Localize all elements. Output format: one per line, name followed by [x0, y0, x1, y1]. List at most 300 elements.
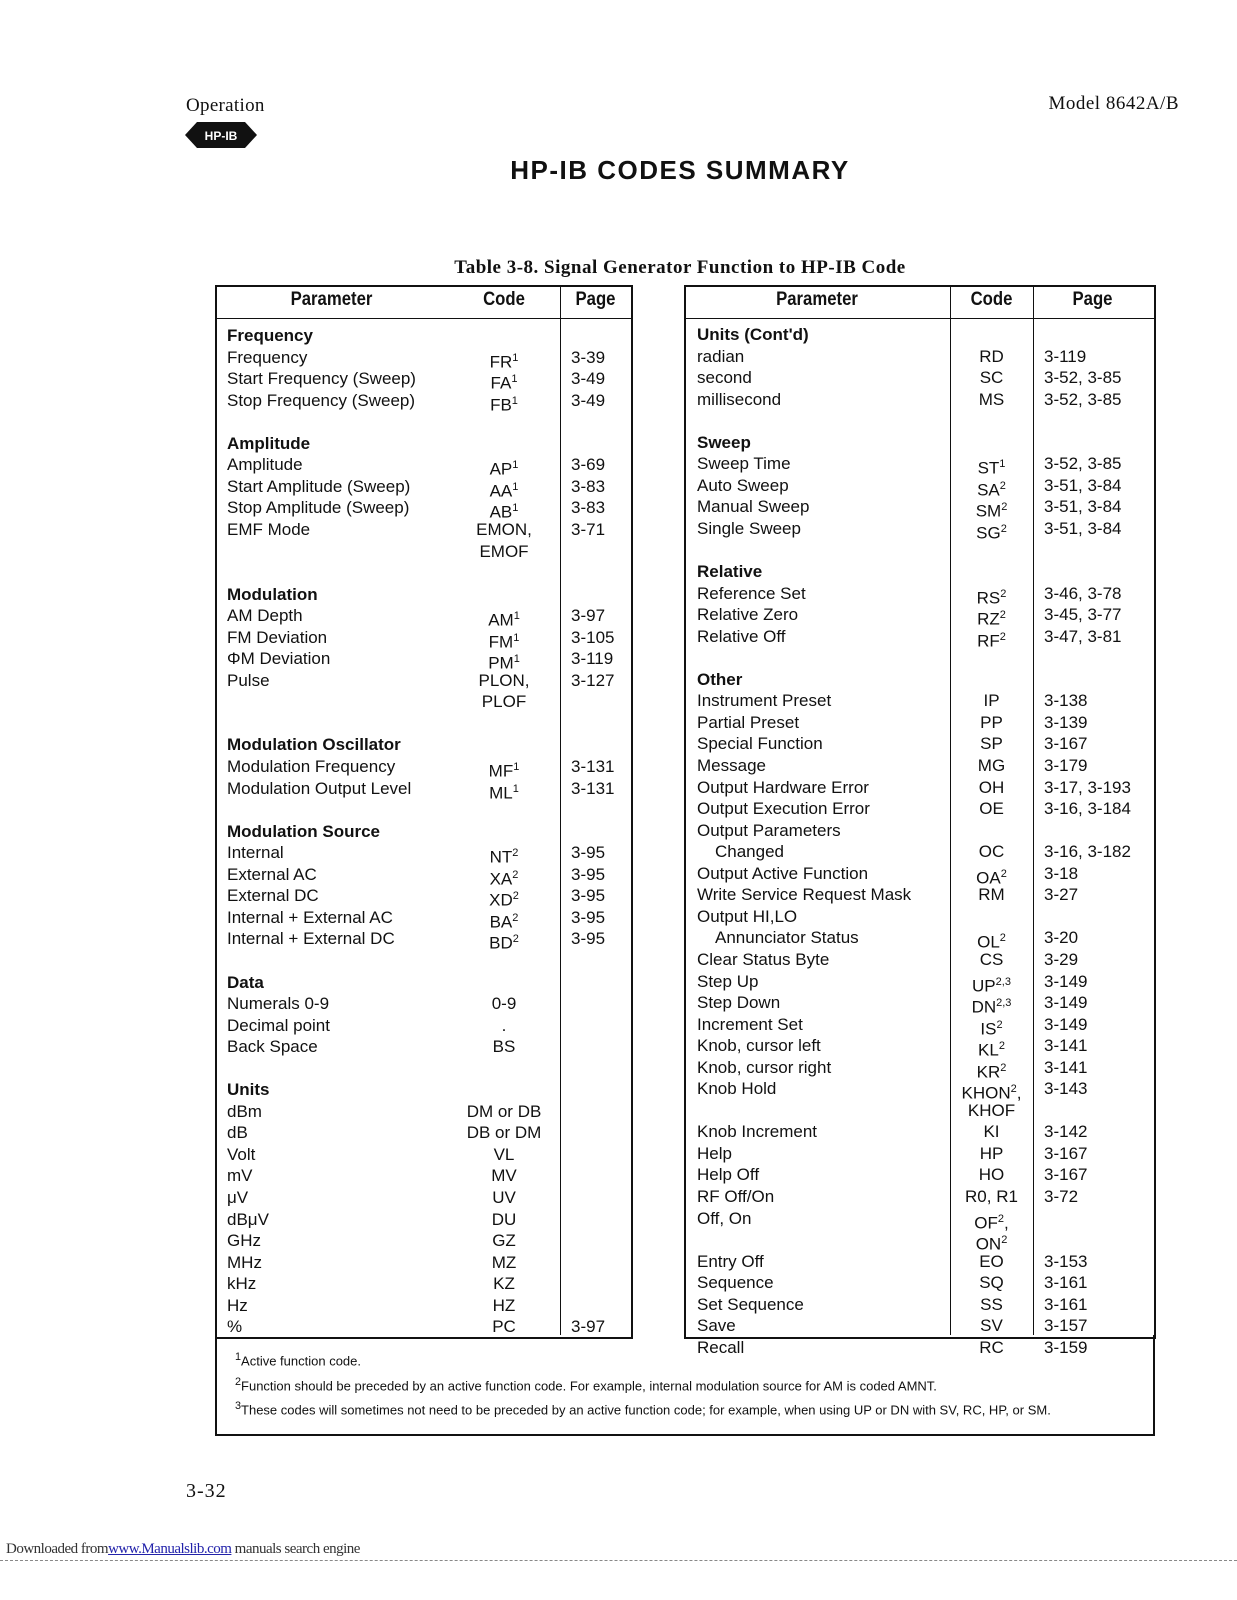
- parameter-cell: Sequence: [697, 1273, 774, 1293]
- footnote-ref: 2: [1010, 1083, 1017, 1096]
- parameter-cell: Back Space: [227, 1037, 318, 1057]
- page-cell: 3-105: [571, 627, 615, 647]
- code-cell: [950, 733, 1033, 755]
- page-cell: 3-141: [1044, 1036, 1088, 1056]
- parameter-cell: Write Service Request Mask: [697, 885, 912, 905]
- footnote-ref: 1: [512, 351, 519, 364]
- code-cell: [950, 1186, 1033, 1208]
- parameter-cell: μV: [227, 1188, 249, 1207]
- page-cell: 3-95: [571, 864, 606, 884]
- footnote-3: [235, 1398, 1140, 1418]
- footnote-ref: 1: [513, 631, 520, 644]
- parameter-cell: EMF Mode: [227, 519, 311, 539]
- section-label: Operation: [186, 95, 265, 116]
- parameter-cell: Output HI,LO: [697, 906, 798, 926]
- code-cell: [950, 1272, 1033, 1294]
- footnote-ref: 2: [1000, 587, 1007, 600]
- code-text: ML: [489, 783, 513, 803]
- parameter-cell: Instrument Preset: [697, 691, 832, 711]
- footer-suffix: manuals search engine: [231, 1541, 360, 1557]
- parameter-cell: %: [227, 1317, 243, 1337]
- footnote-ref: 1: [512, 480, 519, 493]
- code-text: VL: [493, 1144, 515, 1164]
- code-text: HP: [979, 1143, 1004, 1163]
- footnote-marker: 3: [235, 1400, 242, 1412]
- code-text: EO: [979, 1251, 1004, 1271]
- page-cell: 3-27: [1044, 885, 1079, 905]
- table-row: [215, 1272, 1155, 1294]
- parameter-cell: Recall: [697, 1337, 745, 1357]
- footnote-ref: 2: [999, 932, 1006, 945]
- page-cell: 3-167: [1044, 734, 1088, 754]
- right-col-parameter: Parameter: [776, 289, 858, 310]
- page-cell: 3-149: [1044, 1014, 1088, 1034]
- table-row: [215, 367, 1155, 389]
- code-text: BA: [489, 912, 513, 932]
- page-cell: 3-51, 3-84: [1044, 475, 1122, 495]
- page-cell: 3-47, 3-81: [1044, 626, 1122, 646]
- page-cell: 3-179: [1044, 756, 1088, 775]
- table-row: [215, 1143, 1155, 1165]
- page-cell: 3-69: [571, 455, 606, 475]
- code-cell: [950, 841, 1033, 863]
- parameter-cell: Knob Hold: [697, 1079, 777, 1099]
- parameter-cell: Numerals 0-9: [227, 994, 330, 1014]
- page-title: HP-IB CODES SUMMARY: [510, 155, 850, 185]
- code-text: SG: [976, 523, 1001, 543]
- table-row: [215, 583, 1155, 608]
- footnote-ref: 1: [999, 458, 1006, 471]
- manualslib-link[interactable]: www.Manualslib.com: [108, 1541, 232, 1557]
- section-heading: Modulation Source: [227, 821, 380, 841]
- code-text: 0-9: [491, 994, 517, 1014]
- parameter-cell: kHz: [227, 1274, 257, 1294]
- parameter-cell: Start Amplitude (Sweep): [227, 476, 411, 496]
- footnote-ref: 1: [513, 610, 520, 623]
- page-cell: 3-29: [1044, 949, 1079, 969]
- page-cell: 3-95: [571, 886, 606, 906]
- right-col-code: Code: [970, 289, 1013, 310]
- parameter-cell: Volt: [227, 1144, 256, 1164]
- parameter-cell: millisecond: [697, 389, 782, 409]
- code-text: FM: [488, 632, 514, 652]
- parameter-cell: Save: [697, 1316, 736, 1336]
- code-cell: [950, 949, 1033, 971]
- parameter-cell: Internal + External AC: [227, 907, 393, 927]
- table-row: [215, 690, 1155, 712]
- page-cell: 3-127: [571, 670, 615, 690]
- parameter-cell: Annunciator Status: [715, 928, 859, 948]
- page-cell: 3-149: [1044, 993, 1088, 1013]
- code-text: IS: [980, 1019, 997, 1039]
- code-cell: [950, 367, 1033, 389]
- table-row: [215, 1186, 1155, 1208]
- table-row: [215, 496, 1155, 522]
- table-row: [215, 1229, 1155, 1254]
- code-text: RM: [978, 885, 1005, 905]
- code-cell: [950, 1315, 1033, 1337]
- code-text: RC: [979, 1337, 1004, 1357]
- code-text: OF: [974, 1213, 998, 1233]
- footnote-text: These codes will sometimes not need to be preceded by an active function code; for example, when using UP or DN with SV, RC, HP, or SM.: [241, 1402, 1051, 1418]
- code-text: ON: [975, 1234, 1002, 1254]
- code-text: RZ: [977, 609, 1000, 629]
- table-row: [215, 1315, 1155, 1337]
- page-cell: 3-83: [571, 498, 606, 518]
- code-text: XA: [489, 869, 513, 889]
- table-row: [215, 884, 1155, 906]
- code-text: SM: [975, 502, 1002, 522]
- page-cell: 3-97: [571, 606, 606, 626]
- parameter-cell: Amplitude: [227, 455, 303, 475]
- code-text: FA: [490, 373, 512, 393]
- page-cell: 3-119: [571, 649, 614, 669]
- code-text: IP: [983, 691, 1000, 711]
- page-cell: 3-71: [571, 519, 606, 539]
- section-heading-row: [215, 669, 1155, 691]
- parameter-cell: mV: [227, 1166, 253, 1186]
- code-text: OH: [978, 777, 1005, 797]
- code-text: XD: [489, 890, 513, 910]
- page-cell: 3-131: [571, 757, 615, 776]
- footnote-ref: 2: [999, 630, 1006, 643]
- page-cell: 3-49: [571, 369, 606, 389]
- table-row: [215, 927, 1155, 953]
- code-text: PLON,: [478, 670, 530, 690]
- footer-divider: [0, 1560, 1237, 1561]
- footnote-ref: 2: [998, 1040, 1005, 1053]
- code-cell: [950, 884, 1033, 906]
- parameter-cell: Sweep Time: [697, 454, 791, 474]
- page-cell: 3-83: [571, 476, 606, 496]
- page-cell: 3-159: [1044, 1337, 1088, 1357]
- table-row: [215, 1208, 1155, 1233]
- code-text: SA: [977, 480, 1000, 500]
- table-row: [215, 453, 1155, 478]
- code-cell: [950, 690, 1033, 712]
- codes-table: [215, 285, 1155, 1438]
- page-cell: 3-139: [1044, 712, 1088, 732]
- footnote-ref: 2: [512, 890, 519, 903]
- page-cell: 3-97: [571, 1317, 606, 1337]
- section-heading: Relative: [697, 562, 763, 582]
- code-text: KI: [983, 1122, 1000, 1142]
- parameter-cell: Knob Increment: [697, 1122, 818, 1142]
- code-cell: [950, 1143, 1033, 1165]
- code-text: OC: [978, 842, 1005, 862]
- table-row: [215, 475, 1155, 500]
- table-row: [215, 604, 1155, 629]
- parameter-cell: External DC: [227, 886, 319, 906]
- parameter-cell: Output Execution Error: [697, 799, 870, 819]
- code-cell: [950, 346, 1033, 368]
- parameter-cell: Relative Off: [697, 626, 786, 646]
- section-heading: Units: [227, 1080, 270, 1100]
- code-text: SP: [980, 734, 1003, 754]
- page-number: 3-32: [186, 1480, 227, 1502]
- parameter-cell: AM Depth: [227, 606, 303, 626]
- code-cell: [950, 777, 1033, 799]
- footnote-ref: 2: [1000, 522, 1007, 535]
- parameter-cell: Reference Set: [697, 583, 806, 603]
- footnote-2: [235, 1374, 1140, 1394]
- page-cell: 3-49: [571, 390, 606, 410]
- footnote-ref: 2,3: [996, 997, 1012, 1010]
- left-col-parameter: Parameter: [290, 289, 373, 310]
- parameter-cell: RF Off/On: [697, 1187, 775, 1206]
- parameter-cell: Internal + External DC: [227, 929, 395, 949]
- code-text: OL: [977, 933, 1000, 953]
- footnote-ref: 2: [512, 868, 519, 881]
- page-cell: 3-143: [1044, 1079, 1088, 1099]
- code-text: KL: [978, 1040, 999, 1060]
- page-cell: 3-153: [1044, 1251, 1088, 1271]
- code-text: DU: [491, 1209, 517, 1229]
- code-text: UP: [972, 976, 996, 996]
- parameter-cell: Changed: [715, 842, 785, 862]
- footnote-ref: 2: [1001, 501, 1008, 514]
- parameter-cell: dB: [227, 1123, 248, 1143]
- code-text: KR: [976, 1062, 1001, 1082]
- parameter-cell: Stop Frequency (Sweep): [227, 390, 416, 410]
- code-text: MS: [978, 389, 1005, 409]
- parameter-cell: Output Hardware Error: [697, 777, 869, 797]
- parameter-cell: radian: [697, 346, 745, 366]
- page-cell: 3-16, 3-182: [1044, 842, 1131, 862]
- code-cell: [950, 712, 1033, 734]
- code-text: MV: [491, 1166, 517, 1186]
- table-row: [215, 820, 1155, 842]
- section-heading-row: [215, 561, 1155, 583]
- code-text: HZ: [492, 1295, 516, 1315]
- table-row: [215, 755, 1155, 777]
- code-text: RS: [976, 588, 1001, 608]
- section-heading: Modulation: [227, 584, 318, 604]
- footnote-ref: 1: [512, 459, 519, 472]
- code-text: DM or DB: [466, 1101, 542, 1121]
- parameter-cell: Decimal point: [227, 1015, 330, 1035]
- code-text: SV: [980, 1316, 1003, 1336]
- section-heading-row: [215, 324, 1155, 346]
- code-text: AB: [489, 503, 513, 523]
- page-cell: 3-167: [1044, 1143, 1088, 1163]
- section-heading: Other: [697, 669, 743, 689]
- code-text: AA: [489, 481, 513, 501]
- parameter-cell: Pulse: [227, 670, 270, 690]
- footnote-ref: 2: [512, 847, 519, 860]
- table-row: [215, 1121, 1155, 1143]
- section-heading: Data: [227, 972, 264, 992]
- code-text: PC: [492, 1317, 516, 1337]
- table-row: [215, 410, 1155, 432]
- page-cell: 3-51, 3-84: [1044, 497, 1122, 517]
- table-row: [215, 1164, 1155, 1186]
- parameter-cell: Special Function: [697, 734, 823, 754]
- parameter-cell: dBm: [227, 1101, 262, 1121]
- footnote-ref: 2: [1001, 1234, 1008, 1247]
- parameter-cell: MHz: [227, 1252, 262, 1272]
- parameter-cell: second: [697, 368, 752, 388]
- code-text: SS: [980, 1294, 1003, 1314]
- parameter-cell: Step Up: [697, 971, 759, 991]
- left-col-code: Code: [483, 289, 525, 310]
- code-cell: [950, 389, 1033, 411]
- parameter-cell: Knob, cursor right: [697, 1057, 832, 1077]
- section-heading: Amplitude: [227, 433, 311, 453]
- page-cell: 3-51, 3-84: [1044, 518, 1122, 538]
- page-cell: 3-52, 3-85: [1044, 389, 1122, 409]
- page-cell: 3-138: [1044, 691, 1088, 711]
- right-header-rule: [684, 318, 1154, 319]
- parameter-cell: Partial Preset: [697, 712, 800, 732]
- code-text: HO: [978, 1165, 1005, 1185]
- parameter-cell: Help Off: [697, 1165, 760, 1185]
- footnote-ref: 1: [513, 653, 520, 666]
- parameter-cell: Hz: [227, 1295, 248, 1315]
- table-row: [215, 906, 1155, 928]
- code-cell: [950, 1251, 1033, 1273]
- code-suffix: ,: [1016, 1083, 1022, 1103]
- code-text: .: [501, 1015, 507, 1035]
- code-text: GZ: [492, 1231, 516, 1251]
- footnote-ref: 2: [999, 609, 1006, 622]
- page-cell: 3-131: [571, 778, 615, 798]
- code-text: FR: [489, 352, 513, 372]
- table-row: [215, 389, 1155, 411]
- parameter-cell: Modulation Output Level: [227, 778, 412, 798]
- parameter-cell: Increment Set: [697, 1014, 803, 1034]
- page-cell: 3-161: [1044, 1273, 1088, 1293]
- section-heading: Units (Cont'd): [697, 325, 809, 344]
- code-text: RF: [977, 631, 1000, 651]
- code-text: ST: [977, 458, 1000, 478]
- table-row: [215, 647, 1155, 669]
- table-row: [215, 863, 1155, 888]
- parameter-cell: FM Deviation: [227, 627, 328, 647]
- code-text: CS: [979, 949, 1004, 969]
- code-text: PM: [488, 653, 514, 673]
- code-text: KHOF: [967, 1100, 1016, 1120]
- footnote-ref: 2: [512, 933, 519, 946]
- left-col-page: Page: [575, 289, 616, 310]
- model-label: Model 8642A/B: [1048, 93, 1179, 114]
- hpib-badge-text: HP-IB: [204, 129, 238, 143]
- page-cell: 3-16, 3-184: [1044, 799, 1131, 819]
- table-row: [215, 992, 1155, 1017]
- parameter-cell: Output Parameters: [697, 820, 841, 840]
- footnote-marker: 2: [235, 1376, 242, 1388]
- footnote-ref: 1: [513, 761, 520, 773]
- code-text: OE: [979, 799, 1004, 819]
- code-text: NT: [489, 847, 513, 867]
- section-heading: Frequency: [227, 326, 313, 345]
- parameter-cell: Auto Sweep: [697, 475, 789, 495]
- footnote-ref: 2: [996, 1018, 1003, 1031]
- table-row: [215, 346, 1155, 368]
- code-text: AM: [488, 610, 514, 630]
- page-cell: 3-142: [1044, 1122, 1088, 1142]
- page-cell: 3-95: [571, 907, 606, 927]
- footnote-ref: 2: [512, 911, 519, 924]
- page-cell: 3-141: [1044, 1057, 1088, 1077]
- footnote-ref: 2,3: [995, 975, 1011, 988]
- parameter-cell: dBμV: [227, 1209, 269, 1229]
- table-row: [215, 1100, 1155, 1122]
- parameter-cell: Relative Zero: [697, 605, 799, 625]
- table-row: [215, 798, 1155, 820]
- code-text: RD: [979, 346, 1004, 366]
- footnote-ref: 2: [999, 479, 1006, 492]
- parameter-cell: Frequency: [227, 347, 308, 367]
- table-row: [215, 1035, 1155, 1060]
- footnote-ref: 2: [1000, 1061, 1007, 1074]
- page-cell: 3-149: [1044, 971, 1088, 991]
- table-row: [215, 971, 1155, 996]
- code-text: EMOF: [479, 541, 529, 561]
- code-text: OA: [976, 868, 1001, 888]
- parameter-cell: Manual Sweep: [697, 497, 810, 517]
- parameter-cell: Output Active Function: [697, 863, 869, 883]
- parameter-cell: Set Sequence: [697, 1294, 804, 1314]
- code-text: MZ: [491, 1252, 517, 1272]
- section-heading-row: [215, 432, 1155, 454]
- code-text: KHON: [961, 1083, 1011, 1103]
- code-cell: [950, 1164, 1033, 1186]
- code-text: EMON,: [476, 519, 532, 539]
- parameter-cell: Help: [697, 1143, 732, 1163]
- code-text: PP: [980, 712, 1003, 732]
- table-row: [215, 518, 1155, 543]
- table-row: [215, 777, 1155, 799]
- table-row: [215, 712, 1155, 734]
- parameter-cell: Message: [697, 756, 766, 775]
- page-cell: 3-17, 3-193: [1044, 777, 1131, 797]
- parameter-cell: Clear Status Byte: [697, 949, 830, 969]
- table-row: [215, 733, 1155, 755]
- page-cell: 3-72: [1044, 1187, 1079, 1206]
- parameter-cell: ΦM Deviation: [227, 649, 331, 669]
- parameter-cell: Internal: [227, 843, 284, 863]
- code-cell: [950, 1121, 1033, 1143]
- download-footer: [6, 1541, 360, 1558]
- parameter-cell: Knob, cursor left: [697, 1036, 821, 1056]
- code-text: FB: [490, 395, 512, 415]
- footnote-ref: 1: [511, 373, 518, 386]
- page-cell: 3-157: [1044, 1316, 1088, 1336]
- parameter-cell: GHz: [227, 1231, 261, 1251]
- table-row: [215, 1078, 1155, 1103]
- page-cell: 3-45, 3-77: [1044, 605, 1122, 625]
- page-cell: 3-46, 3-78: [1044, 583, 1122, 603]
- code-cell: [950, 1100, 1033, 1122]
- footnote-ref: 1: [512, 782, 519, 795]
- table-row: [215, 949, 1155, 971]
- footnote-ref: 2: [997, 1212, 1004, 1225]
- code-text: R0, R1: [965, 1187, 1018, 1206]
- footnote-1: [235, 1349, 1140, 1369]
- code-cell: [950, 1294, 1033, 1316]
- section-heading: Sweep: [697, 432, 751, 452]
- footnote-text: Active function code.: [241, 1353, 361, 1369]
- page-cell: 3-52, 3-85: [1044, 368, 1122, 388]
- code-text: DB or DM: [466, 1123, 542, 1143]
- page-cell: 3-161: [1044, 1294, 1088, 1314]
- code-suffix: ,: [1004, 1213, 1009, 1233]
- footnote-ref: 2: [1000, 867, 1007, 880]
- parameter-cell: Single Sweep: [697, 518, 801, 538]
- page-cell: 3-18: [1044, 863, 1079, 883]
- table-row: [215, 1014, 1155, 1039]
